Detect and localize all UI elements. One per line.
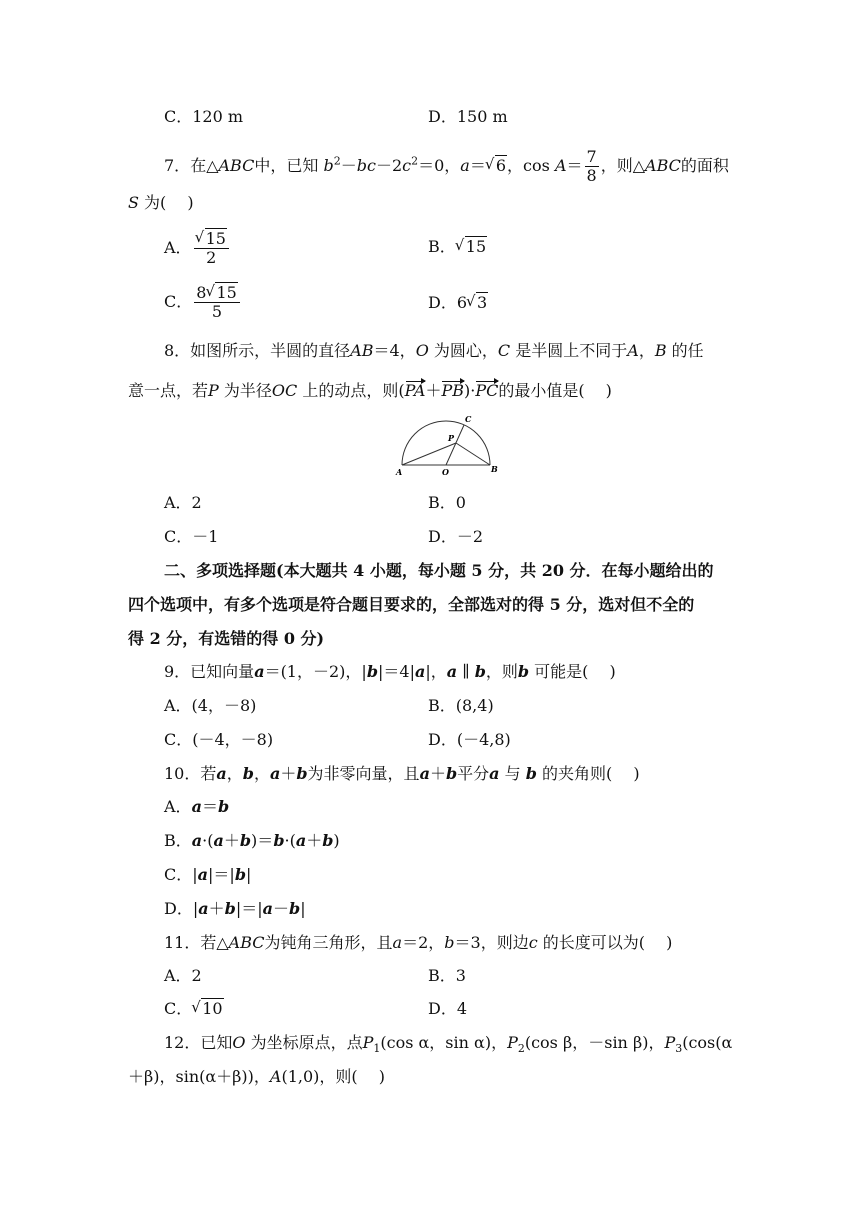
q6-option-c: C．120 m bbox=[164, 107, 244, 126]
q8-option-a: A．2 bbox=[164, 493, 202, 512]
q11-option-c: C．√ 10 bbox=[164, 998, 224, 1020]
q7-option-b: B．√ 15 bbox=[428, 236, 487, 258]
section2-heading-line1: 二、多项选择题(本大题共 4 小题，每小题 5 分，共 20 分．在每小题给出的 bbox=[164, 561, 714, 580]
q10-option-a: A．a＝b bbox=[164, 797, 230, 816]
fig-label-p: P bbox=[448, 433, 455, 443]
q7-option-d: D．6√ 3 bbox=[428, 292, 488, 314]
fig-label-a: A bbox=[396, 467, 403, 477]
q7-stem-line2: S 为( ) bbox=[128, 193, 194, 212]
q8-semicircle-figure bbox=[392, 410, 504, 478]
q9-option-b: B．(8,4) bbox=[428, 696, 494, 715]
q9-option-d: D．(－4,8) bbox=[428, 730, 511, 749]
q11-stem: 11．若△ABC为钝角三角形，且a＝2，b＝3，则边c 的长度可以为( ) bbox=[164, 933, 673, 952]
q7-stem-line1: 7．在△ABC中，已知 $b^2-bc-2c^2=0$，a＝√ 6，cos A＝ $\frac{7}{8}$ ，则△ABC的面积 bbox=[164, 148, 729, 185]
q9-option-c: C．(－4，－8) bbox=[164, 730, 274, 749]
q10-option-c: C．|a|＝|b| bbox=[164, 865, 252, 884]
fig-label-b: B bbox=[491, 464, 498, 474]
fig-label-c: C bbox=[465, 414, 472, 424]
q12-stem-line2: ＋β)，sin(α＋β))，A(1,0)，则( ) bbox=[128, 1067, 385, 1086]
section2-heading-line3: 得 2 分，有选错的得 0 分) bbox=[128, 629, 325, 648]
q7-option-c: C． $\frac{8√ 15}{5}$ bbox=[164, 284, 242, 321]
q8-option-d: D．－2 bbox=[428, 527, 484, 546]
q6-option-d: D．150 m bbox=[428, 107, 508, 126]
q10-stem: 10．若a，b，a＋b为非零向量，且a＋b平分a 与 b 的夹角则( ) bbox=[164, 764, 640, 783]
q8-stem-line2: 意一点，若P 为半径OC 上的动点，则(PA＋PB)·PC的最小值是( ) bbox=[128, 381, 612, 400]
fig-label-o: O bbox=[442, 467, 449, 477]
q11-option-d: D．4 bbox=[428, 999, 468, 1018]
q10-option-b: B．a·(a＋b)＝b·(a＋b) bbox=[164, 831, 340, 850]
section2-heading-line2: 四个选项中，有多个选项是符合题目要求的，全部选对的得 5 分，选对但不全的 bbox=[128, 595, 695, 614]
q11-option-a: A．2 bbox=[164, 966, 202, 985]
q9-stem: 9．已知向量a＝(1，－2)，|b|＝4|a|，a ∥ b，则b 可能是( ) bbox=[164, 662, 616, 681]
q7-option-a: A． √ $\frac{15}{2}$ bbox=[164, 230, 231, 267]
q8-option-c: C．－1 bbox=[164, 527, 219, 546]
q10-option-d: D．|a＋b|＝|a－b| bbox=[164, 899, 306, 918]
q11-option-b: B．3 bbox=[428, 966, 466, 985]
q9-option-a: A．(4，－8) bbox=[164, 696, 257, 715]
q7-fraction: $\frac{7}{8}$ bbox=[586, 147, 597, 185]
q8-option-b: B．0 bbox=[428, 493, 466, 512]
q12-stem-line1: 12．已知O 为坐标原点，点$P_1(\cos$ α，sin α)，$P_2(\cos$ β，－sin β)，$P_3(\cos(\alpha$ bbox=[164, 1033, 733, 1056]
q8-stem-line1: 8．如图所示，半圆的直径AB＝4，O 为圆心，C 是半圆上不同于A，B 的任 bbox=[164, 341, 704, 360]
